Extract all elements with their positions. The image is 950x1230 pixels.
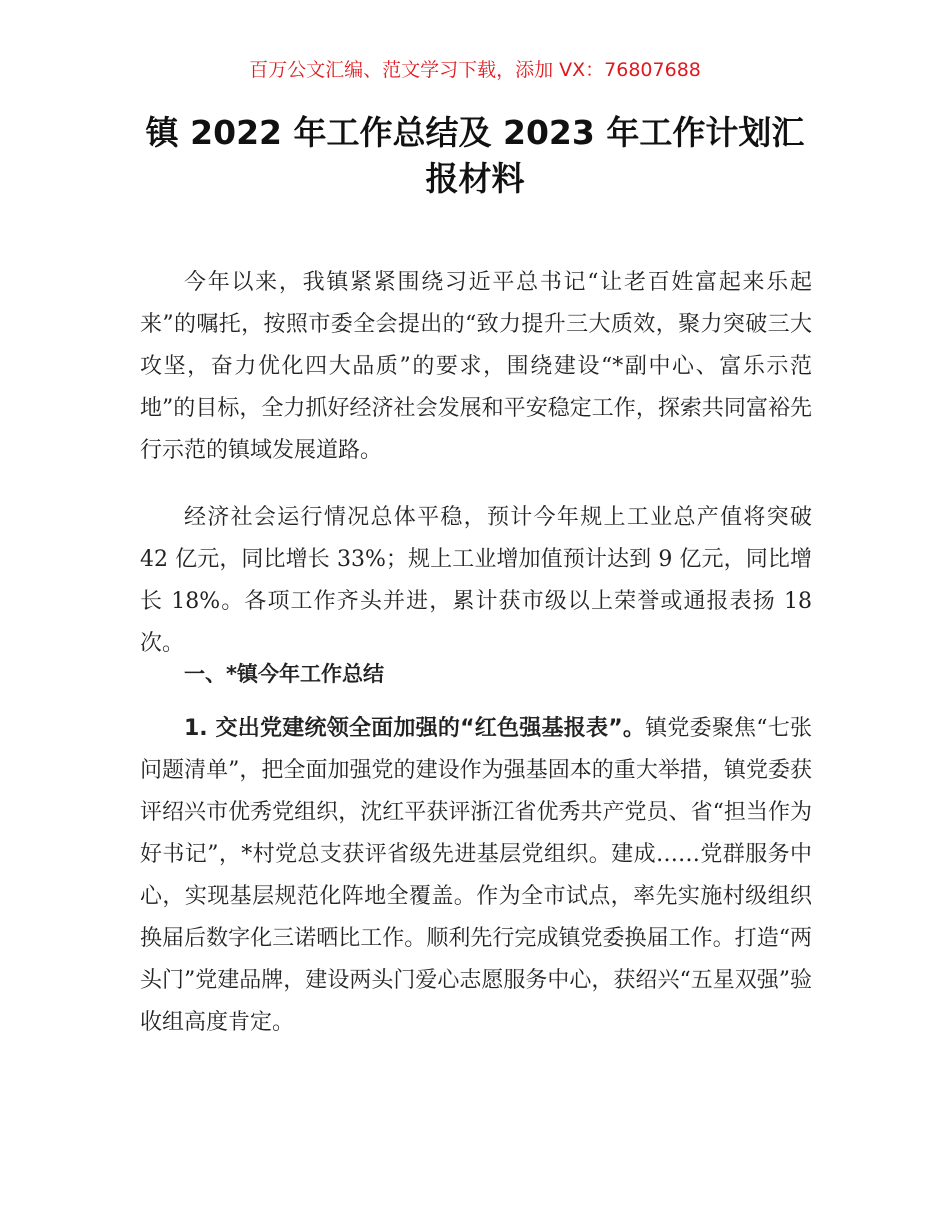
item-text: 镇党委聚焦“七张问题清单”，把全面加强党的建设作为强基固本的重大举措，镇党委获评绍兴市优秀党组织，沈红平获评浙江省优秀共产党员、省“担当作为好书记”，*村党总支获评省级先进基层党组织。建成……党群服务中心，实现基层规范化阵地全覆盖。作为全市试点，率先实施村级组织换届后数字化三诺晒比工作。顺利先行完成镇党委换届工作。打造“两头门”党建品牌，建设两头门爱心志愿服务中心，获绍兴“五星双强”验收组高度肯定。 <box>140 716 812 1035</box>
paragraph-text: 经济社会运行情况总体平稳，预计今年规上工业总产值将突破 42 亿元，同比增长 33%；规上工业增加值预计达到 9 亿元，同比增长 18%。各项工作齐头并进，累计获市级以上荣誉或通报表扬 18 次。 <box>140 505 812 656</box>
watermark-header: 百万公文汇编、范文学习下载，添加 VX：76807688 <box>249 59 701 81</box>
item-lead: 1. 交出党建统领全面加强的“红色强基报表”。 <box>184 716 646 741</box>
paragraph-economy <box>140 497 812 665</box>
paragraph-item-1 <box>140 708 812 1044</box>
document-title: 镇 2022 年工作总结及 2023 年工作计划汇报材料 <box>145 113 805 198</box>
paragraph-text: 今年以来，我镇紧紧围绕习近平总书记“让老百姓富起来乐起来”的嘱托，按照市委全会提出的“致力提升三大质效，聚力突破三大攻坚，奋力优化四大品质”的要求，围绕建设“*副中心、富乐示范地”的目标，全力抓好经济社会发展和平安稳定工作，探索共同富裕先行示范的镇域发展道路。 <box>140 270 812 463</box>
paragraph-intro <box>140 262 812 472</box>
section-heading: 一、*镇今年工作总结 <box>184 662 384 686</box>
